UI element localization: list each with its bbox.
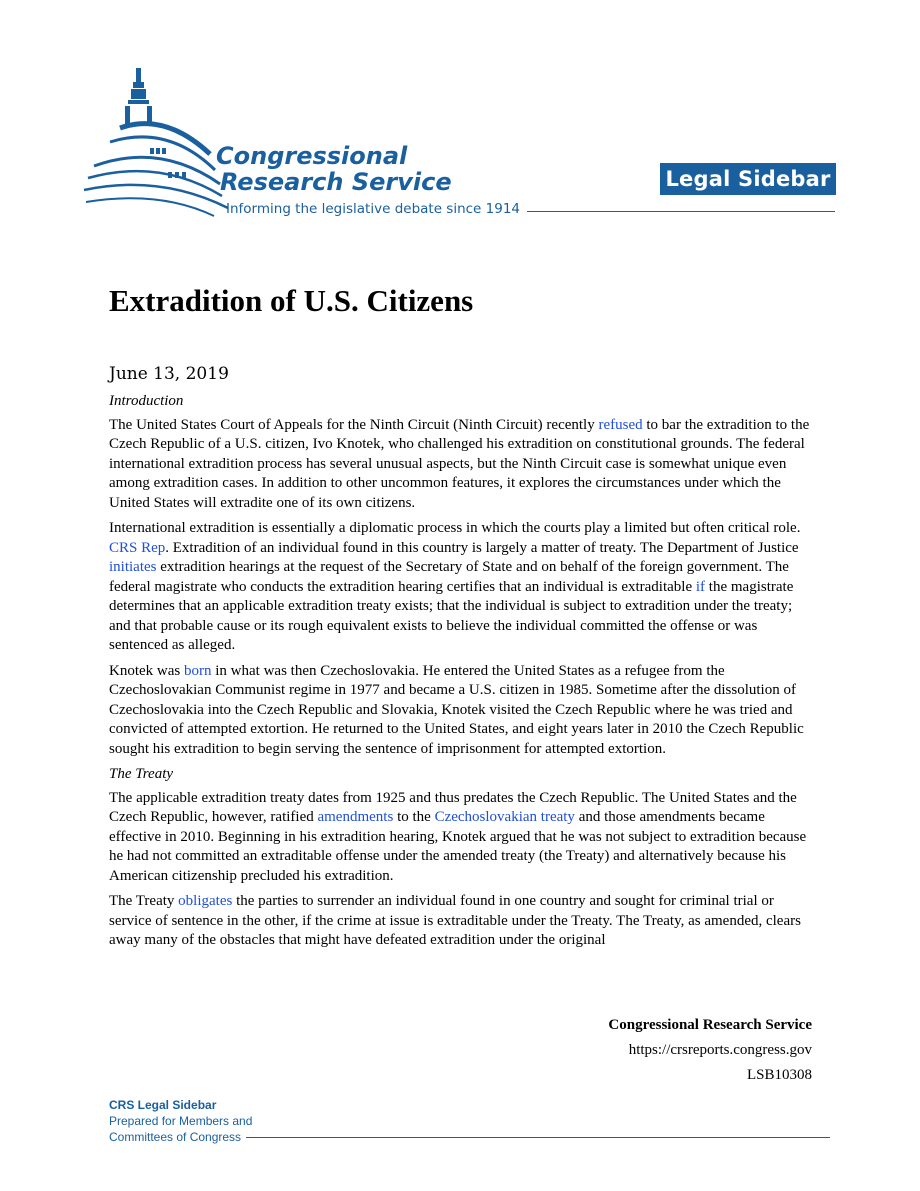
- text-span: The applicable extradition treaty dates from 1925 and thus predates the Czech Republic. The United States and the Czech Republic, however, ratified: [109, 789, 797, 825]
- text-span: and those amendments became effective in 2010. Beginning in his extradition hearing, Knotek argued that he was not subject to extradition because he had not committed an extraditable offense under the amended treaty (the Treaty) and alternatively because his American citizenship precluded his extradition.: [109, 809, 807, 884]
- text-span: The United States Court of Appeals for the Ninth Circuit (Ninth Circuit) recently: [109, 416, 599, 433]
- link-amendments[interactable]: amendments: [317, 809, 394, 825]
- crs-logo: [80, 62, 540, 222]
- text-span: The Treaty: [109, 893, 179, 909]
- publication-date: June 13, 2019: [109, 364, 229, 384]
- capitol-dome-icon: [84, 68, 228, 216]
- footer-series-line3: Committees of Congress: [109, 1130, 242, 1144]
- section-heading-introduction: Introduction: [109, 393, 184, 409]
- text-span: to the: [393, 809, 435, 825]
- footer-rule: [246, 1137, 830, 1138]
- paragraph-5: [109, 892, 814, 951]
- footer-citation: [608, 1013, 812, 1088]
- footer-url[interactable]: https://crsreports.congress.gov: [628, 1042, 812, 1058]
- section-heading-treaty: The Treaty: [109, 766, 174, 782]
- text-span: to bar the extradition to the Czech Republic of a U.S. citizen, Ivo Knotek, who challenged his extradition on constitutional grounds. The federal international extradition process has several unusual aspects, but the Ninth Circuit case is somewhat unique even among extradition cases. In addition to other uncommon features, it explores the circumstances under which the United States will extradite one of its own citizens.: [109, 416, 810, 511]
- document-body: [109, 392, 814, 957]
- page-title: Extradition of U.S. Citizens: [109, 283, 474, 318]
- footer-series: [109, 1097, 252, 1145]
- logo-tagline: Informing the legislative debate since 1914: [226, 201, 521, 217]
- text-span: the parties to surrender an individual found in one country and sought for criminal trial or service of sentence in the other, if the crime at issue is extraditable under the Treaty. The Treaty, as amended, clears away many of the obstacles that might have defeated extradition under the original: [109, 893, 801, 948]
- link-initiates[interactable]: initiates: [109, 559, 157, 575]
- text-span: International extradition is essentially a diplomatic process in which the courts play a limited but often critical role.: [109, 520, 801, 536]
- paragraph-3: [109, 662, 814, 760]
- header-rule: [527, 211, 835, 212]
- footer-series-line2: Prepared for Members and: [109, 1114, 253, 1128]
- link-born[interactable]: born: [184, 662, 212, 679]
- footer-org: Congressional Research Service: [608, 1017, 812, 1033]
- text-span: extradition hearings at the request of the Secretary of State and on behalf of the foreign government. The federal magistrate who conducts the extradition hearing certifies that an individual is extraditable: [109, 559, 789, 595]
- logo-line2: Research Service: [220, 168, 452, 196]
- legal-sidebar-badge: Legal Sidebar: [660, 163, 836, 195]
- link-crs-rep[interactable]: CRS Rep: [109, 539, 166, 556]
- link-czechoslovakian-treaty[interactable]: Czechoslovakian treaty: [434, 809, 575, 825]
- link-refused[interactable]: refused: [598, 416, 643, 433]
- footer-report-id: LSB10308: [746, 1067, 812, 1083]
- text-span: in what was then Czechoslovakia. He entered the United States as a refugee from the Czechoslovakian Communist regime in 1977 and became a U.S. citizen in 1985. Sometime after the dissolution of Czechoslovakia into the Czech Republic and Slovakia, Knotek visited the Czech Republic where he was tried and convicted of attempted extortion. He returned to the United States, and eight years later in 2010 the Czech Republic sought his extradition to begin serving the sentence of imprisonment for attempted extortion.: [109, 662, 804, 757]
- paragraph-2: [109, 519, 814, 656]
- link-if[interactable]: if: [695, 578, 706, 595]
- paragraph-4: [109, 789, 814, 887]
- logo-line1: Congressional: [216, 142, 408, 170]
- footer-series-title: CRS Legal Sidebar: [109, 1098, 217, 1112]
- paragraph-1: [109, 416, 814, 514]
- text-span: the magistrate determines that an applicable extradition treaty exists; that the individual is subject to extradition under the treaty; and that probable cause or its rough equivalent exists to believe the individual committed the offense or was sentenced as alleged.: [109, 578, 794, 653]
- text-span: Knotek was: [109, 662, 184, 679]
- link-obligates[interactable]: obligates: [178, 893, 233, 909]
- text-span: . Extradition of an individual found in this country is largely a matter of treaty. The Department of Justice: [165, 539, 799, 556]
